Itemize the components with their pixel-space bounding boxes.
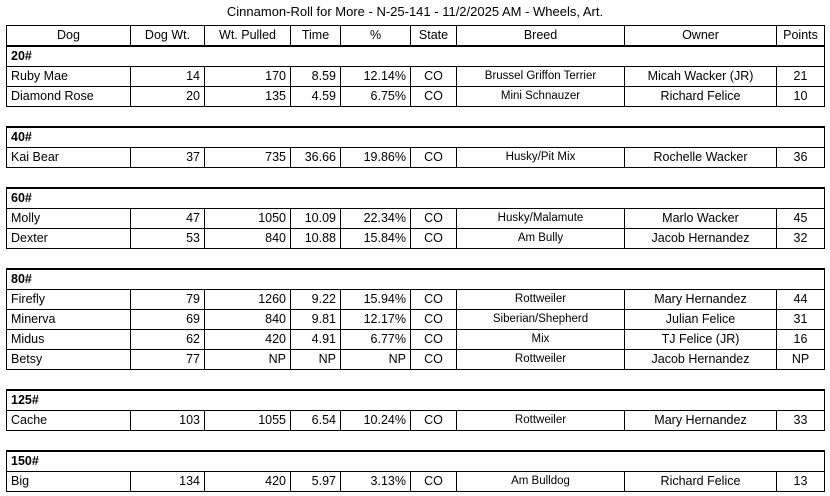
percent-cell: 3.13% (341, 472, 411, 492)
table-row (7, 229, 825, 249)
breed-cell: Am Bully (457, 229, 625, 249)
dog-weight-cell: 134 (131, 472, 205, 492)
header-row (7, 26, 825, 47)
dog-cell: Big (7, 472, 131, 492)
owner-cell: TJ Felice (JR) (625, 330, 777, 350)
table-row (7, 330, 825, 350)
state-cell: CO (411, 229, 457, 249)
dog-cell: Firefly (7, 290, 131, 310)
dog-weight-cell: 77 (131, 350, 205, 370)
weight-pulled-cell: 1055 (205, 411, 291, 431)
weight-class-label: 150# (7, 451, 825, 472)
weight-class-row (7, 188, 825, 209)
weight-class-row (7, 390, 825, 411)
weight-class-row (7, 269, 825, 290)
time-cell: 4.59 (291, 87, 341, 107)
page-title: Cinnamon-Roll for More - N-25-141 - 11/2/2025 AM - Wheels, Art. (226, 4, 604, 19)
spacer-row (7, 107, 825, 128)
percent-cell: 12.17% (341, 310, 411, 330)
results-table (6, 25, 825, 492)
owner-cell: Richard Felice (625, 87, 777, 107)
points-cell: 45 (777, 209, 825, 229)
dog-cell: Diamond Rose (7, 87, 131, 107)
weight-pulled-cell: 1260 (205, 290, 291, 310)
dog-weight-cell: 62 (131, 330, 205, 350)
points-cell: 44 (777, 290, 825, 310)
time-cell: 36.66 (291, 148, 341, 168)
breed-cell: Husky/Malamute (457, 209, 625, 229)
state-cell: CO (411, 87, 457, 107)
dog-weight-cell: 103 (131, 411, 205, 431)
spacer-row (7, 249, 825, 270)
column-header-breed: Breed (457, 26, 625, 47)
breed-cell: Rottweiler (457, 290, 625, 310)
spacer-row (7, 370, 825, 391)
weight-pulled-cell: NP (205, 350, 291, 370)
time-cell: 8.59 (291, 67, 341, 87)
column-header-dog: Dog (7, 26, 131, 47)
percent-cell: 15.84% (341, 229, 411, 249)
percent-cell: 10.24% (341, 411, 411, 431)
owner-cell: Richard Felice (625, 472, 777, 492)
weight-pulled-cell: 170 (205, 67, 291, 87)
breed-cell: Husky/Pit Mix (457, 148, 625, 168)
time-cell: NP (291, 350, 341, 370)
dog-weight-cell: 69 (131, 310, 205, 330)
owner-cell: Mary Hernandez (625, 290, 777, 310)
dog-weight-cell: 47 (131, 209, 205, 229)
weight-pulled-cell: 420 (205, 472, 291, 492)
weight-class-row (7, 46, 825, 67)
table-row (7, 310, 825, 330)
time-cell: 4.91 (291, 330, 341, 350)
column-header-time: Time (291, 26, 341, 47)
dog-weight-cell: 79 (131, 290, 205, 310)
points-cell: 32 (777, 229, 825, 249)
state-cell: CO (411, 209, 457, 229)
state-cell: CO (411, 67, 457, 87)
weight-class-row (7, 127, 825, 148)
points-cell: 10 (777, 87, 825, 107)
table-row (7, 67, 825, 87)
weight-pulled-cell: 420 (205, 330, 291, 350)
dog-cell: Midus (7, 330, 131, 350)
table-row (7, 148, 825, 168)
owner-cell: Micah Wacker (JR) (625, 67, 777, 87)
results-body (7, 46, 825, 492)
percent-cell: NP (341, 350, 411, 370)
weight-pulled-cell: 1050 (205, 209, 291, 229)
percent-cell: 12.14% (341, 67, 411, 87)
state-cell: CO (411, 330, 457, 350)
time-cell: 10.09 (291, 209, 341, 229)
table-row (7, 350, 825, 370)
column-header-weight-pulled: Wt. Pulled (205, 26, 291, 47)
weight-class-row (7, 451, 825, 472)
dog-weight-cell: 14 (131, 67, 205, 87)
breed-cell: Rottweiler (457, 411, 625, 431)
dog-cell: Betsy (7, 350, 131, 370)
breed-cell: Brussel Griffon Terrier (457, 67, 625, 87)
column-header-dog-weight: Dog Wt. (131, 26, 205, 47)
owner-cell: Jacob Hernandez (625, 229, 777, 249)
percent-cell: 22.34% (341, 209, 411, 229)
percent-cell: 15.94% (341, 290, 411, 310)
column-header-state: State (411, 26, 457, 47)
time-cell: 9.81 (291, 310, 341, 330)
state-cell: CO (411, 411, 457, 431)
state-cell: CO (411, 350, 457, 370)
time-cell: 5.97 (291, 472, 341, 492)
table-row (7, 472, 825, 492)
dog-weight-cell: 53 (131, 229, 205, 249)
weight-class-label: 60# (7, 188, 825, 209)
time-cell: 10.88 (291, 229, 341, 249)
table-row (7, 290, 825, 310)
spacer-row (7, 168, 825, 189)
owner-cell: Rochelle Wacker (625, 148, 777, 168)
weight-pulled-cell: 135 (205, 87, 291, 107)
points-cell: 21 (777, 67, 825, 87)
state-cell: CO (411, 290, 457, 310)
time-cell: 6.54 (291, 411, 341, 431)
column-header-percent: % (341, 26, 411, 47)
breed-cell: Rottweiler (457, 350, 625, 370)
owner-cell: Julian Felice (625, 310, 777, 330)
dog-weight-cell: 20 (131, 87, 205, 107)
dog-cell: Cache (7, 411, 131, 431)
weight-class-label: 80# (7, 269, 825, 290)
dog-cell: Dexter (7, 229, 131, 249)
breed-cell: Mini Schnauzer (457, 87, 625, 107)
breed-cell: Siberian/Shepherd (457, 310, 625, 330)
weight-pulled-cell: 840 (205, 310, 291, 330)
table-row (7, 411, 825, 431)
owner-cell: Marlo Wacker (625, 209, 777, 229)
weight-class-label: 125# (7, 390, 825, 411)
time-cell: 9.22 (291, 290, 341, 310)
state-cell: CO (411, 472, 457, 492)
spacer-row (7, 431, 825, 452)
weight-class-label: 40# (7, 127, 825, 148)
owner-cell: Jacob Hernandez (625, 350, 777, 370)
breed-cell: Am Bulldog (457, 472, 625, 492)
dog-cell: Kai Bear (7, 148, 131, 168)
dog-weight-cell: 37 (131, 148, 205, 168)
column-header-points: Points (777, 26, 825, 47)
state-cell: CO (411, 148, 457, 168)
dog-cell: Ruby Mae (7, 67, 131, 87)
owner-cell: Mary Hernandez (625, 411, 777, 431)
weight-pulled-cell: 735 (205, 148, 291, 168)
points-cell: 31 (777, 310, 825, 330)
points-cell: NP (777, 350, 825, 370)
percent-cell: 6.77% (341, 330, 411, 350)
table-row (7, 87, 825, 107)
weight-class-label: 20# (7, 46, 825, 67)
dog-cell: Molly (7, 209, 131, 229)
table-row (7, 209, 825, 229)
dog-cell: Minerva (7, 310, 131, 330)
points-cell: 33 (777, 411, 825, 431)
percent-cell: 6.75% (341, 87, 411, 107)
points-cell: 13 (777, 472, 825, 492)
percent-cell: 19.86% (341, 148, 411, 168)
state-cell: CO (411, 310, 457, 330)
weight-pulled-cell: 840 (205, 229, 291, 249)
points-cell: 16 (777, 330, 825, 350)
points-cell: 36 (777, 148, 825, 168)
column-header-owner: Owner (625, 26, 777, 47)
breed-cell: Mix (457, 330, 625, 350)
